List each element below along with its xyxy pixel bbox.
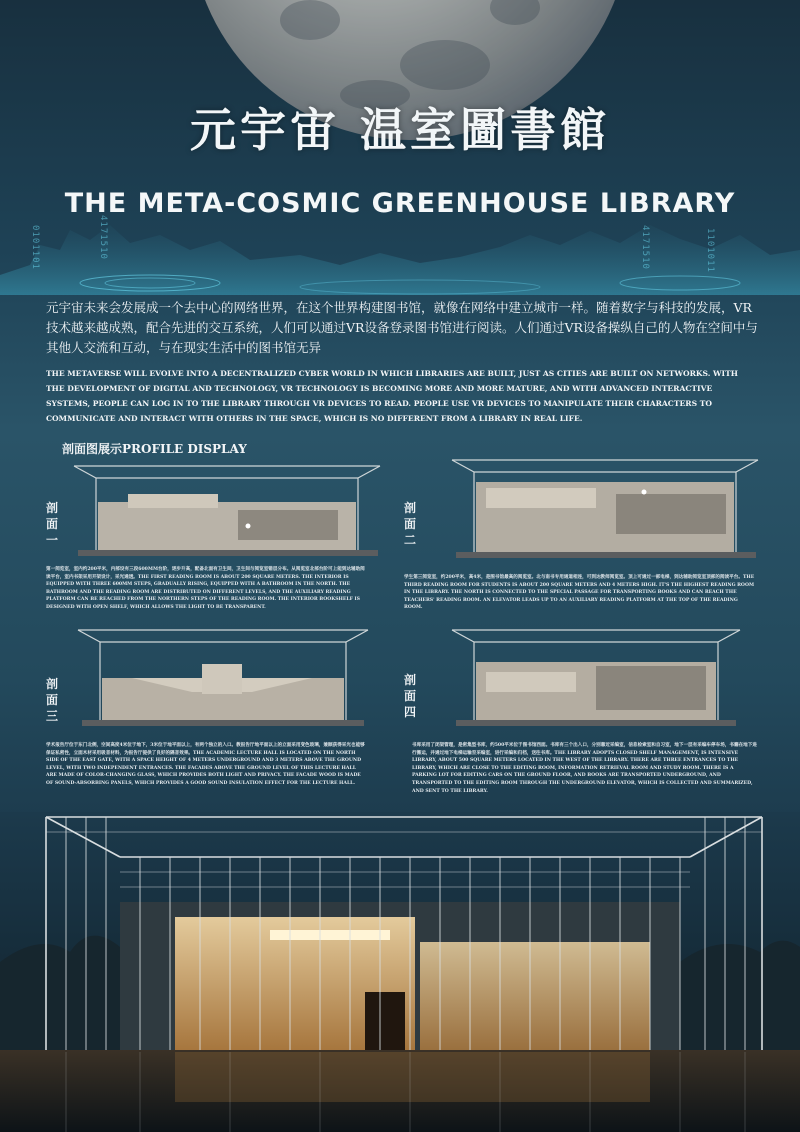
- section-caption-3: 学术报告厅位于东门北侧，空间高度4米位于地下，3米位于地平面以上，有两个独立的入口。教报告厅地平面以上的立面采用变色玻璃，兼顾获得采光也能够保证私密性，立面木材采用吸音材料，为报告厅提供了良好的隔音效果。THE ACADEMIC LECTURE HALL IS LOCATED ON THE NORTH SIDE OF THE EAST GATE, WITH A SPACE HEIGHT OF 4 METERS UNDERGROUND AND 3 METERS ABOVE THE GROUND LEVEL, WITH TWO INDEPENDENT ENTRANCES. THE FACADES ABOVE THE GROUND LEVEL OF THIS LECTURE HALL ARE MADE OF COLOR-CHANGING GLASS, WHICH PROVIDES BOTH LIGHT AND PRIVACY. THE FACADE WOOD IS MADE OF SOUND-ABSORBING PANELS, WHICH PROVIDES A GOOD SOUND INSULATION EFFECT FOR THE LECTURE HALL.: [46, 743, 365, 786]
- section-drawing-2: [446, 452, 764, 570]
- section-label-2: 剖面二: [404, 501, 417, 547]
- section-label-3: 剖面三: [46, 677, 59, 723]
- code-rain-far-right: 1101011: [705, 228, 715, 273]
- code-rain-left: 4171510: [98, 215, 108, 260]
- intro-english: THE METAVERSE WILL EVOLVE INTO A DECENTRALIZED CYBER WORLD IN WHICH LIBRARIES ARE BUILT, JUST AS CITIES ARE BUILT ON NETWORKS. WITH THE DEVELOPMENT OF DIGITAL AND TECHNOLOGY, VR TECHNOLOGY IS BECOMING MORE AND MORE MATURE, AND WITH ADVANCED INTERACTIVE SYSTEMS, PEOPLE CAN LOG IN TO THE LIBRARY THROUGH VR DEVICES TO READ. PEOPLE USE VR DEVICES TO MANIPULATE THEIR CHARACTERS TO COMMUNICATE AND INTERACT WITH OTHERS IN THE SPACE, WHICH IS NO DIFFERENT FROM A LIBRARY IN REAL LIFE.: [46, 369, 738, 423]
- section-caption-2: 学生第三阅览室，约200平米，高4米，是图书馆最高的阅览室。北与南书专用通道相连，可到达教师阅览室。顶上可通过一部电梯，到达辅助阅览室顶部的阅读平台。THE THIRD READING ROOM FOR STUDENTS IS ABOUT 200 SQUARE METERS AND 4 METERS HIGH. IT'S THE HIGHEST READING ROOM IN THE LIBRARY. THE NORTH IS CONNECTED TO THE SPECIAL PASSAGE FOR TRANSPORTING BOOKS AND CAN REACH THE TEACHERS' READING ROOM. AN ELEVATOR LEADS UP TO AN AUXILIARY READING PLATFORM AT THE TOP OF THE READING ROOM.: [404, 575, 755, 611]
- title-english: THE META-COSMIC GREENHOUSE LIBRARY: [64, 188, 736, 219]
- section-drawing-1: [68, 458, 386, 568]
- profile-section-title: 剖面图展示PROFILE DISPLAY: [62, 442, 247, 456]
- section-drawing-4: [446, 622, 746, 738]
- section-caption-1: 第一阅览室，室内约200平米，内部设有三段600MM台阶，逐步升高，配备北面有卫生间，卫生间与阅览室错层分布。从阅览室北部台阶可上能到达辅助阅读平台，室内书架采用开架设计，采光通透。THE FIRST READING ROOM IS ABOUT 200 SQUARE METERS. THE INTERIOR IS EQUIPPED WITH THREE 600MM STEPS, GRADUALLY RISING, EQUIPPED WITH A BATHROOM IN THE NORTH. THE BATHROOM AND THE READING ROOM ARE DISTRIBUTED ON DIFFERENT LEVELS, AND THE AUXILIARY READING PLATFORM CAN BE REACHED FROM THE NORTHERN STEPS OF THE READING ROOM. THE INTERIOR BOOKSHELF IS DESIGNED WITH OPEN SHELF, WHICH ALLOWS THE LIGHT TO BE TRANSPARENT.: [46, 567, 365, 610]
- title-chinese: 元宇宙 温室圖書館: [189, 103, 610, 157]
- section-label-1: 剖面一: [46, 501, 59, 547]
- code-rain-far-left: 0101101: [30, 225, 40, 270]
- intro-chinese: 元宇宙未来会发展成一个去中心的网络世界，在这个世界构建图书馆，就像在网络中建立城市一样。随着数字与科技的发展，VR技术越来越成熟，配合先进的交互系统，人们可以通过VR设备登录图书馆进行阅读。人们通过VR设备操纵自己的人物在空间中与其他人交流和互动，与在现实生活中的图书馆无异: [46, 300, 758, 355]
- section-caption-4: 书库采用了闭架管理，是密集型书库，约500平米位于图书馆西面。书库有三个出入口，分别靠近采编室，信息检索室和自习室，地下一层有采编车停车场，书籍在地下进行搬运，并通过地下电梯运输至采编室，进行采编和归档，送往书库。THE LIBRARY ADOPTS CLOSED SHELF MANAGEMENT, IS INTENSIVE LIBRARY, ABOUT 500 SQUARE METERS LOCATED IN THE WEST OF THE LIBRARY. THERE ARE THREE ENTRANCES TO THE LIBRARY, WHICH ARE CLOSE TO THE EDITING ROOM, INFORMATION RETRIEVAL ROOM AND STUDY ROOM. THERE IS A PARKING LOT FOR EDITING CARS ON THE GROUND FLOOR, AND BOOKS ARE TRANSPORTED UNDERGROUND, AND TRANSPORTED TO THE EDITING ROOM THROUGH THE UNDERGROUND ELEVATOR, WHICH IS COLLECTED AND SUMMARIZED, AND SENT TO THE LIBRARY.: [412, 743, 757, 794]
- section-label-4: 剖面四: [404, 673, 417, 719]
- code-rain-right: 4171510: [640, 225, 650, 270]
- exterior-render-image: [0, 812, 800, 1132]
- section-drawing-3: [72, 622, 374, 738]
